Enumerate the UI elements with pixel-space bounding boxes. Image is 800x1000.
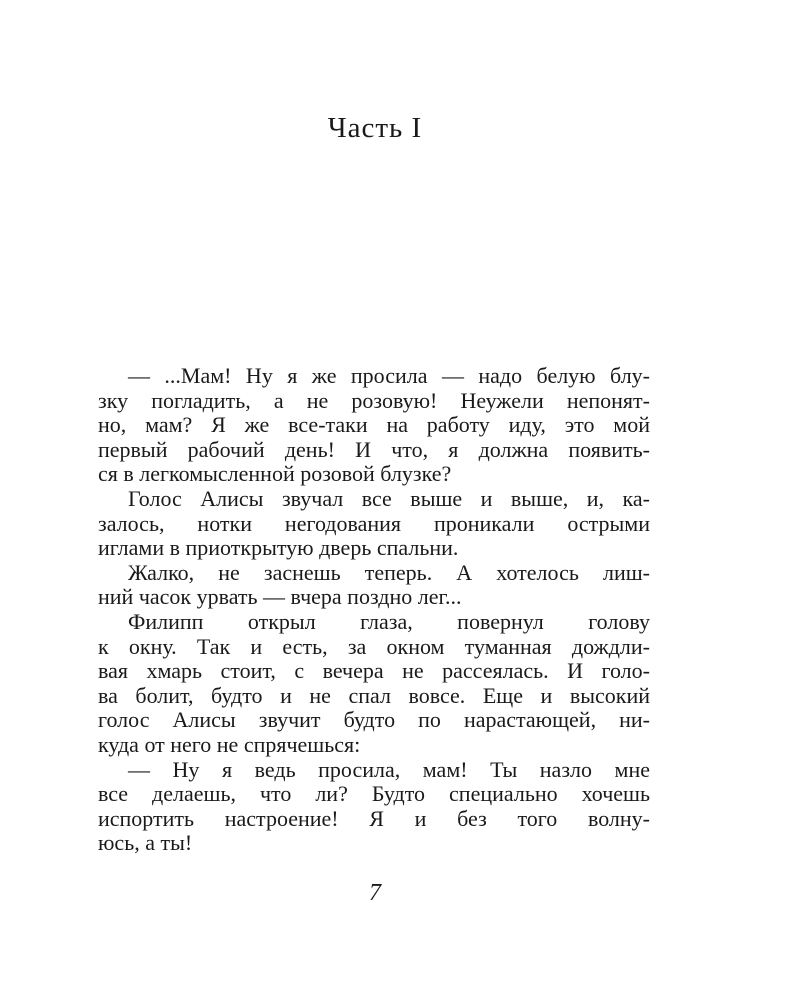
text-line: испортить настроение! Я и без того волну- [98, 805, 650, 831]
text-line: к окну. Так и есть, за окном туманная дождли- [98, 633, 650, 659]
text-line: все делаешь, что ли? Будто специально хочешь [98, 781, 650, 807]
text-line: — Ну я ведь просила, мам! Ты назло мне [128, 756, 650, 782]
text-line: вая хмарь стоит, с вечера не рассеялась. И голо- [98, 658, 650, 684]
text-line: куда от него не спрячешься: [98, 731, 361, 757]
text-line: ся в легкомысленной розовой блузке? [98, 461, 452, 487]
text-line: зку погладить, а не розовую! Неужели непонят- [98, 387, 650, 413]
text-line: залось, нотки негодования проникали острыми [98, 510, 650, 536]
text-line: Голос Алисы звучал все выше и выше, и, ка- [128, 485, 650, 511]
text-line: но, мам? Я же все-таки на работу иду, это мой [98, 412, 650, 438]
text-line: первый рабочий день! И что, я должна появить- [98, 436, 650, 462]
page-number: 7 [369, 880, 381, 906]
text-line: — ...Мам! Ну я же просила — надо белую блу- [128, 363, 650, 388]
text-line: иглами в приоткрытую дверь спальни. [98, 535, 459, 561]
text-line: Филипп открыл глаза, повернул голову [128, 608, 650, 634]
body-text [98, 364, 650, 856]
text-line: ва болит, будто и не спал вовсе. Еще и высокий [98, 682, 650, 708]
text-line: ний часок урвать — вчера поздно лег... [98, 584, 462, 610]
text-line: голос Алисы звучит будто по нарастающей, ни- [98, 707, 650, 733]
text-line: юсь, а ты! [98, 830, 193, 856]
text-line: Жалко, не заснешь теперь. А хотелось лиш- [128, 559, 650, 585]
chapter-title: Часть I [327, 112, 423, 144]
